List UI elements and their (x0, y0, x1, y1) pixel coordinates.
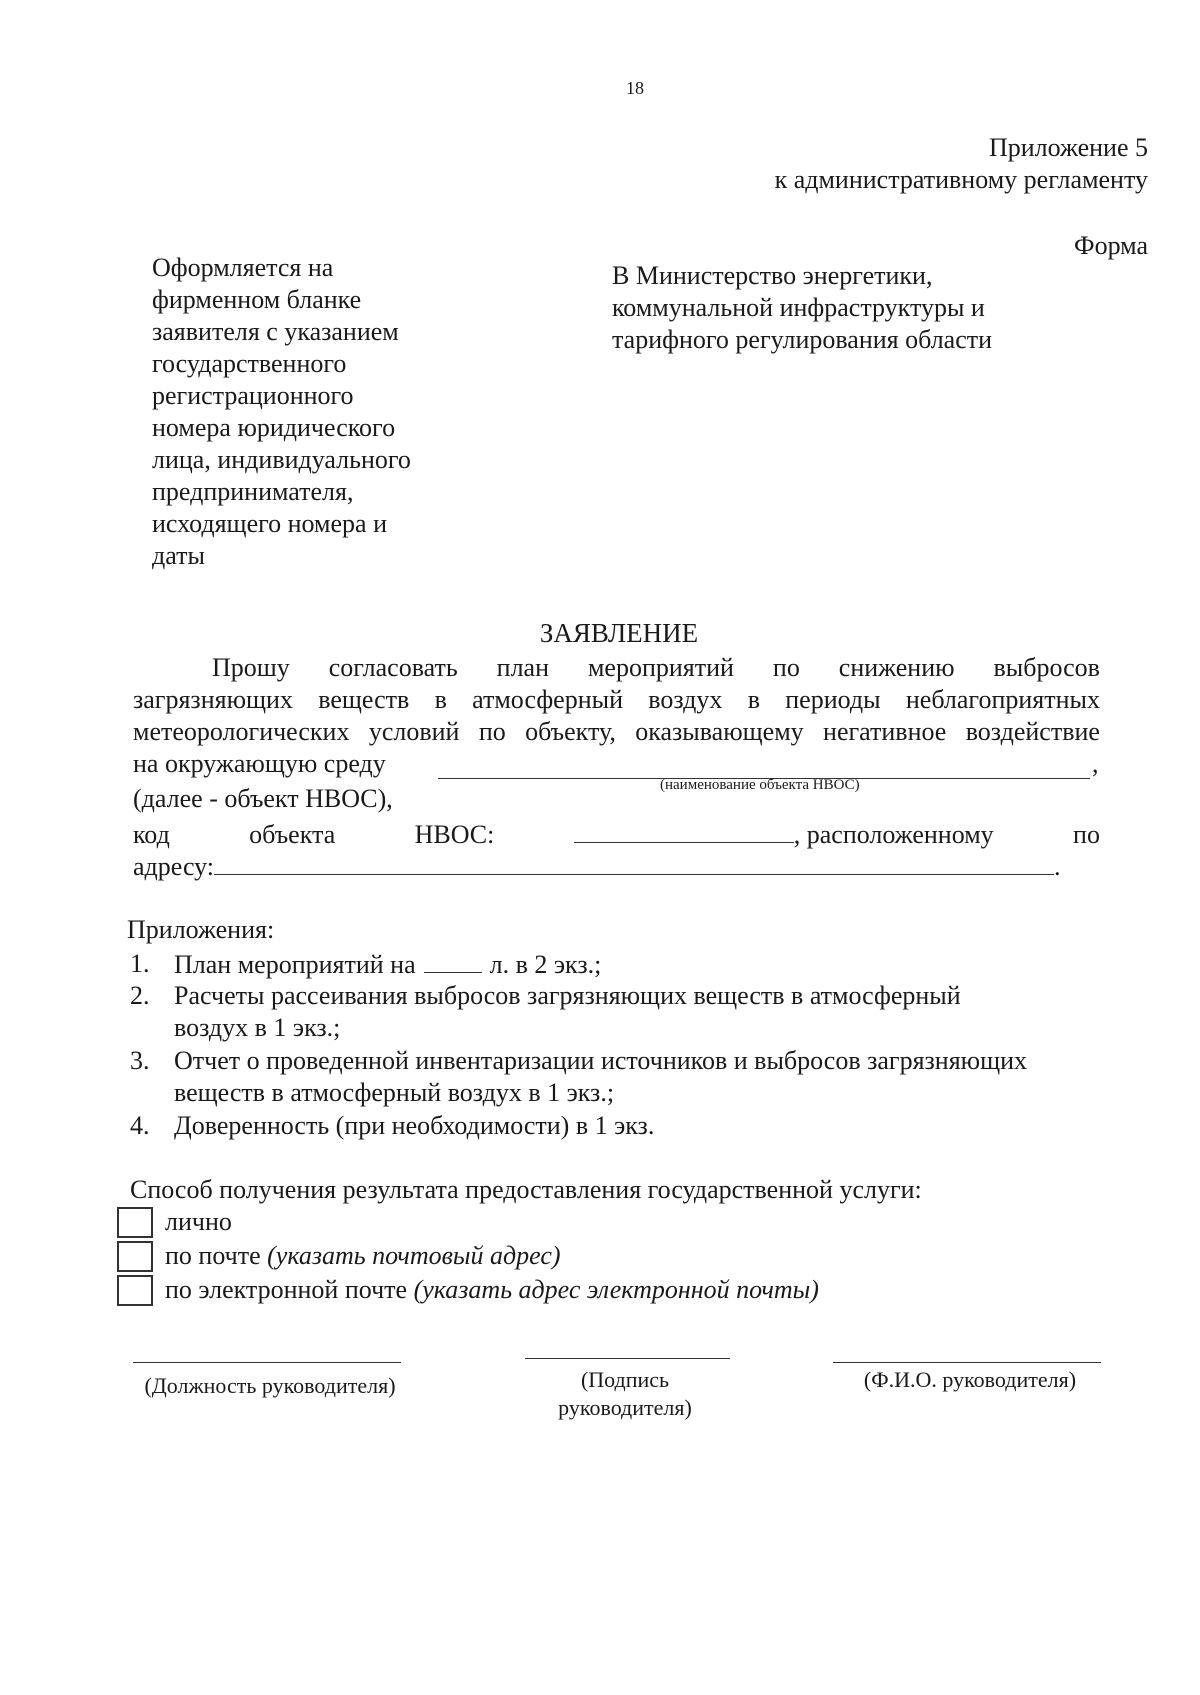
word: периоды (785, 685, 881, 714)
address-line (133, 850, 1061, 883)
word: в (747, 685, 760, 714)
attachment-text: Расчеты рассеивания выбросов загрязняющих веществ в атмосферный (174, 981, 961, 1010)
attachment-text: Отчет о проведенной инвентаризации источников и выбросов загрязняющих (174, 1046, 1028, 1075)
letterhead-note-line: предпринимателя, (152, 477, 354, 506)
attachment-number: 3. (130, 1046, 150, 1075)
letterhead-note-line: фирменном бланке (152, 285, 362, 314)
object-code-group (574, 818, 994, 851)
letterhead-note-line: исходящего номера и (152, 509, 388, 538)
word: метеорологических (133, 717, 350, 746)
word: план (496, 653, 550, 682)
delivery-option-email[interactable] (117, 1274, 819, 1306)
word: выбросов (993, 653, 1100, 682)
statement-line-5: (далее - объект НВОС), (133, 784, 393, 813)
attachment-number: 1. (130, 949, 150, 978)
name-caption: (Ф.И.О. руководителя) (863, 1367, 1077, 1392)
delivery-option-personal[interactable] (117, 1206, 232, 1238)
object-code-field[interactable] (574, 818, 794, 843)
attachment-pre: План мероприятий на (174, 950, 416, 979)
name-signature-line[interactable] (833, 1360, 1101, 1363)
address-end: . (1054, 852, 1061, 881)
delivery-option-mail[interactable] (117, 1240, 561, 1272)
word: снижению (838, 653, 955, 682)
letterhead-note-line: регистрационного (152, 381, 354, 410)
statement-line-2 (133, 684, 1100, 716)
address-label: адресу: (133, 852, 215, 881)
word: в (434, 685, 447, 714)
form-label: Форма (1074, 231, 1148, 260)
appendix-title: Приложение 5 (988, 133, 1148, 162)
attachment-item (130, 1110, 654, 1142)
option-label: лично (165, 1207, 232, 1236)
delivery-title: Способ получения результата предоставления государственной услуги: (130, 1175, 922, 1204)
signature-caption-line: (Подпись (580, 1367, 670, 1392)
signature-caption-line: руководителя) (558, 1395, 692, 1420)
letterhead-note-line: лица, индивидуального (152, 445, 411, 474)
mail-checkbox[interactable] (117, 1241, 153, 1272)
statement-line-3 (133, 716, 1100, 748)
word: объекта (249, 820, 336, 849)
letterhead-note-line: заявителя с указанием (152, 317, 399, 346)
word: атмосферный (472, 685, 623, 714)
option-label: по почте (165, 1241, 261, 1270)
word: мероприятий (587, 653, 734, 682)
attachment-number: 4. (130, 1111, 150, 1140)
attachment-text: Доверенность (при необходимости) в 1 экз. (174, 1111, 655, 1140)
word: оказывающему (635, 717, 804, 746)
word: условий (368, 717, 460, 746)
word: код (133, 820, 170, 849)
option-hint: (указать почтовый адрес) (267, 1241, 561, 1270)
word: согласовать (328, 653, 458, 682)
word: Прошу (212, 653, 290, 682)
word: воздействие (965, 717, 1100, 746)
letterhead-note-line: Оформляется на (152, 253, 334, 282)
attachment-number: 2. (130, 981, 150, 1010)
statement-title: ЗАЯВЛЕНИЕ (539, 618, 699, 648)
address-field[interactable] (214, 850, 1054, 875)
addressee-line: В Министерство энергетики, (612, 261, 933, 290)
attachment-text-cont: веществ в атмосферный воздух в 1 экз.; (174, 1078, 615, 1107)
page-number: 18 (626, 78, 644, 98)
environment-label: на окружающую среду (133, 749, 386, 778)
sheet-count-field[interactable] (424, 948, 482, 973)
word: воздух (648, 685, 723, 714)
position-signature-line[interactable] (133, 1360, 401, 1363)
object-name-hint: (наименование объекта НВОС) (660, 777, 860, 793)
signature-line[interactable] (525, 1356, 730, 1359)
attachment-item (130, 1045, 1027, 1077)
word: объекту, (525, 717, 616, 746)
word: НВОС: (414, 820, 495, 849)
attachment-item (130, 980, 961, 1012)
option-label: по электронной почте (165, 1275, 408, 1304)
letterhead-note (152, 252, 452, 572)
attachment-item (130, 948, 601, 981)
attachment-text (174, 948, 601, 981)
word: неблагоприятных (905, 685, 1100, 714)
appendix-subtitle: к административному регламенту (774, 165, 1148, 194)
signature-caption (520, 1366, 730, 1422)
letterhead-note-line: номера юридического (152, 413, 396, 442)
attachment-text-cont: воздух в 1 экз.; (174, 1013, 341, 1042)
word: загрязняющих (133, 685, 293, 714)
addressee (612, 260, 1132, 356)
option-hint: (указать адрес электронной почты) (413, 1275, 819, 1304)
word: по (478, 717, 506, 746)
addressee-line: коммунальной инфраструктуры и (612, 293, 985, 322)
comma: , (1092, 749, 1099, 778)
attachment-post: л. в 2 экз.; (489, 950, 602, 979)
word: негативное (823, 717, 947, 746)
letterhead-note-line: даты (152, 541, 205, 570)
email-checkbox[interactable] (117, 1275, 153, 1306)
object-code-line (133, 818, 1100, 851)
code-tail: , расположенному (793, 820, 994, 849)
attachments-title: Приложения: (127, 915, 275, 944)
personal-checkbox[interactable] (117, 1207, 153, 1238)
word: по (772, 653, 800, 682)
statement-line-1 (212, 652, 1100, 684)
letterhead-note-line: государственного (152, 349, 347, 378)
word: по (1073, 820, 1100, 849)
word: веществ (318, 685, 410, 714)
addressee-line: тарифного регулирования области (612, 325, 993, 354)
position-caption: (Должность руководителя) (144, 1373, 396, 1398)
